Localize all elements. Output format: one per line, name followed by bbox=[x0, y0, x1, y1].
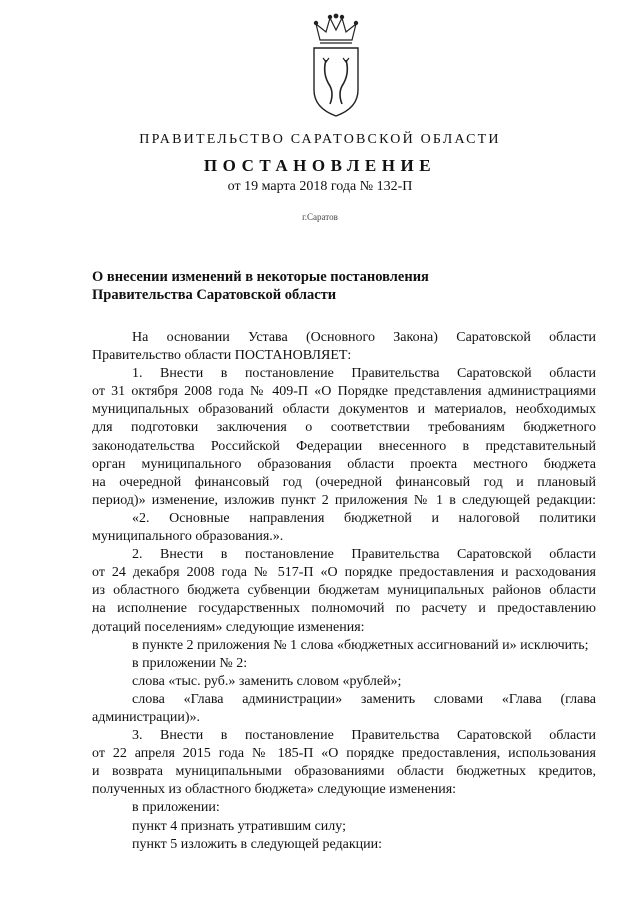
paragraph-line: на исполнение государственных полномочий по расчету и предоставлению bbox=[92, 601, 596, 617]
paragraph-line: Правительство области ПОСТАНОВЛЯЕТ: bbox=[92, 348, 352, 364]
paragraph-line: и возврата муниципальными образованиями области бюджетных кредитов, bbox=[92, 764, 596, 780]
paragraph-line: 1. Внести в постановление Правительства Саратовской области bbox=[132, 366, 596, 382]
government-title: ПРАВИТЕЛЬСТВО САРАТОВСКОЙ ОБЛАСТИ bbox=[139, 132, 501, 147]
paragraph-line: На основании Устава (Основного Закона) Саратовской области bbox=[132, 330, 596, 345]
paragraph-line: от 22 апреля 2015 года № 185-П «О порядке предоставления, использования bbox=[92, 746, 596, 762]
city: г.Саратов bbox=[302, 212, 338, 222]
paragraph-line: муниципального образования.». bbox=[92, 529, 284, 545]
paragraph-line: период)» изменение, изложив пункт 2 приложения № 1 в следующей редакции: bbox=[92, 492, 596, 508]
paragraph-line: полученных из областного бюджета» следующие изменения: bbox=[92, 782, 457, 798]
paragraph-line: в пункте 2 приложения № 1 слова «бюджетных ассигнований и» исключить; bbox=[132, 637, 589, 653]
paragraph-line: для подготовки заключения о соответствии требованиям бюджетного bbox=[92, 420, 596, 436]
paragraph-line: из областного бюджета субвенции бюджетам муниципальных районов области bbox=[92, 583, 596, 599]
subject-line: Правительства Саратовской области bbox=[92, 287, 337, 303]
document-date-number: от 19 марта 2018 года № 132-П bbox=[227, 179, 413, 194]
paragraph-line: администрации)». bbox=[92, 709, 201, 725]
paragraph-line: в приложении: bbox=[132, 800, 220, 816]
paragraph-line: от 24 декабря 2008 года № 517-П «О порядке предоставления и расходования bbox=[92, 565, 596, 581]
paragraph-line: от 31 октября 2008 года № 409-П «О Порядке представления администрациями bbox=[92, 384, 596, 400]
paragraph-line: на очередной финансовый год (очередной финансовый год и плановый bbox=[92, 474, 596, 490]
document-subject bbox=[92, 268, 429, 304]
saratov-coat-of-arms-icon bbox=[306, 12, 366, 120]
paragraph-line: 2. Внести в постановление Правительства Саратовской области bbox=[132, 547, 596, 563]
paragraph-line: пункт 5 изложить в следующей редакции: bbox=[132, 836, 382, 852]
paragraph-line: слова «Глава администрации» заменить словами «Глава (глава bbox=[132, 691, 596, 707]
paragraph-line: орган муниципального образования области проекта местного бюджета bbox=[92, 456, 596, 472]
paragraph-line: «2. Основные направления бюджетной и налоговой политики bbox=[132, 510, 596, 526]
paragraph-line: в приложении № 2: bbox=[132, 655, 248, 671]
paragraph-line: законодательства Российской Федерации внесенного в представительный bbox=[92, 438, 596, 454]
paragraph-line: пункт 4 признать утратившим силу; bbox=[132, 818, 346, 834]
document-type: ПОСТАНОВЛЕНИЕ bbox=[203, 156, 437, 175]
document-body bbox=[92, 329, 596, 854]
paragraph-line: дотаций поселениям» следующие изменения: bbox=[92, 619, 365, 635]
subject-line: О внесении изменений в некоторые постановления bbox=[92, 269, 429, 285]
paragraph-line: муниципальных образований области документов и материалов, необходимых bbox=[92, 402, 596, 418]
paragraph-line: слова «тыс. руб.» заменить словом «рублей»; bbox=[132, 673, 402, 689]
paragraph-line: 3. Внести в постановление Правительства Саратовской области bbox=[132, 728, 596, 744]
